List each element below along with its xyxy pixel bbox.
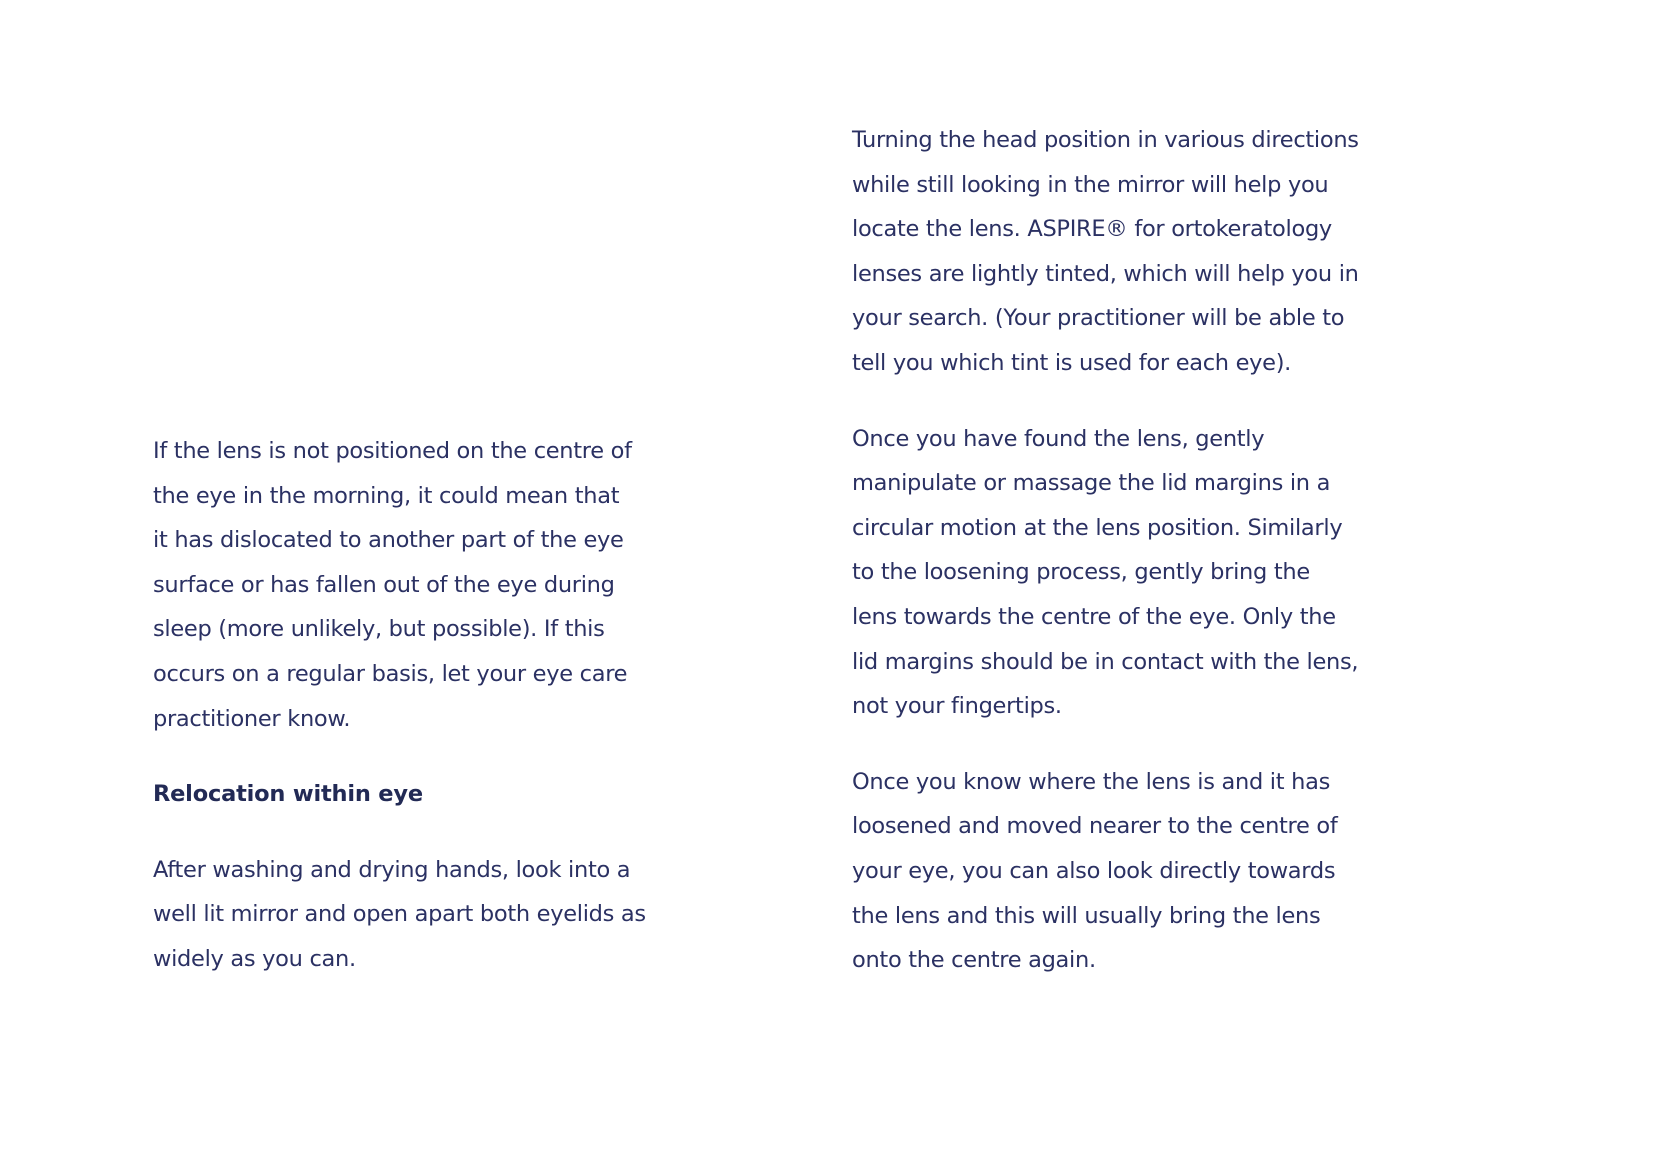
left-column [153,429,693,982]
text-line: the lens and this will usually bring the lens [852,902,1321,929]
text-line: occurs on a regular basis, let your eye care [153,660,628,687]
text-line: lens towards the centre of the eye. Only the [852,603,1336,630]
section-heading: Relocation within eye [153,781,423,808]
text-line: manipulate or massage the lid margins in a [852,470,1331,497]
text-line: to the loosening process, gently bring the [852,559,1310,586]
text-line: Once you have found the lens, gently [852,425,1265,452]
paragraph-found-lens [852,417,1412,729]
spacer [852,729,1412,760]
paragraph-washing-hands [153,848,693,982]
text-line: loosened and moved nearer to the centre of [852,813,1338,840]
paragraph-lens-not-centred [153,429,693,741]
text-line: your search. (Your practitioner will be able to [852,305,1345,332]
text-line: practitioner know. [153,705,351,732]
text-line: your eye, you can also look directly towards [852,857,1336,884]
spacer [153,741,693,772]
right-column [852,118,1412,983]
text-line: lenses are lightly tinted, which will help you in [852,260,1359,287]
text-line: If the lens is not positioned on the centre of [153,438,632,464]
text-line: locate the lens. ASPIRE® for ortokeratology [852,216,1332,243]
text-line: widely as you can. [153,945,356,972]
text-line: surface or has fallen out of the eye during [153,571,615,598]
text-line: not your fingertips. [852,693,1062,720]
text-line: After washing and drying hands, look into a [153,856,631,883]
paragraph-turning-head [852,118,1412,386]
text-line: circular motion at the lens position. Similarly [852,514,1343,541]
text-line: while still looking in the mirror will help you [852,171,1329,198]
text-line: the eye in the morning, it could mean that [153,482,620,509]
spacer [852,386,1412,417]
text-line: Once you know where the lens is and it has [852,768,1331,795]
text-line: Turning the head position in various directions [852,127,1359,153]
text-line: onto the centre again. [852,947,1096,974]
paragraph-know-where-lens [852,760,1412,983]
text-line: well lit mirror and open apart both eyelids as [153,901,646,928]
text-line: lid margins should be in contact with the lens, [852,648,1359,675]
text-line: tell you which tint is used for each eye). [852,349,1292,376]
text-line: sleep (more unlikely, but possible). If this [153,616,605,643]
text-line: it has dislocated to another part of the eye [153,527,624,554]
spacer [153,817,693,848]
